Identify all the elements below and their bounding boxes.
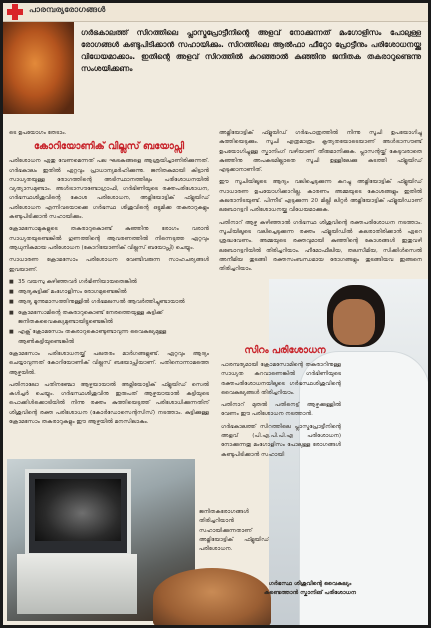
conditions-list: [9, 278, 209, 347]
left-paragraph-4: ക്രോമസോം പരിശോധനയ്ക്ക് പലതരം മാർഗങ്ങളുണ്ട്. ഏറ്റവും ആദ്യം ചെയ്യാവുന്നത് കോറിയോണിക് വില്ലസ് ബയോപ്സിയാണ്. പതിനൊന്നാമത്തെ ആഴ്ചയിൽ.: [9, 350, 209, 376]
left-paragraph-2: ക്രോമസോമുകളുടെ തകരാറുകൊണ്ട് കുഞ്ഞിനു രോഗം വരാൻ സാധ്യതയുണ്ടെങ്കിൽ ഗുണത്തിന്റെ ആവരണത്തിൽ നിന്നെടുത്ത ഏറ്റവും ആധുനികമായ പരിശോധന (കോറിയോണിക് വില്ലസ് ബയോപ്സി) ചെയ്യും.: [9, 226, 209, 251]
list-item: ■ ആദ്യ മൂന്നുമാസത്തിനുള്ളിൽ ഗർഭമലസൽ ആവർത്തിച്ചുണ്ടായാൽ: [9, 298, 209, 307]
serum-paragraph-2: പതിനാറ് മുതൽ പതിനെട്ട് ആഴ്ചക്കുള്ളിൽ വേണം ഈ പരിശോധന നടത്താൻ.: [221, 402, 341, 418]
left-paragraph-6: ജനിതകരോഗങ്ങൾ തിരിച്ചറിയാൻ സഹായിക്കുന്നതാണ് അമ്നിയോട്ടിക് ഫ്ളൂയിഡ് പരിശോധന.: [199, 509, 269, 553]
section-header: [3, 3, 428, 22]
list-item: ■ എക്സ് ക്രോമസോം തകരാറുകൊണ്ടുണ്ടാവുന്ന വൈകല്യമുള്ള ആൺകുട്ടിയുണ്ടെങ്കിൽ: [9, 328, 209, 347]
magazine-page: [3, 3, 428, 625]
fetus-photo: [3, 22, 74, 114]
ultrasound-monitor: [25, 469, 131, 557]
left-paragraph-3: സാധാരണ ക്രോമസോം പരിശോധന വേണ്ടിവരുന്ന സാഹചര്യങ്ങൾ ഇവയാണ്.: [9, 257, 209, 273]
left-lead: ടെ ഉപയോഗം തേടാം.: [9, 130, 67, 136]
left-paragraph-1: പരിശോധന ഏതു വേണമെന്നത് പല ഘടകങ്ങളെ ആശ്രയിച്ചാണിരിക്കുന്നത്. ഗർഭകാലം ഇതിൽ ഏറ്റവും പ്രാധാന്യമർഹിക്കുന്നു. ജനിതകമായി കിട്ടാൻ സാധ്യതയുള്ള രോഗത്തിന്റെ അടിസ്ഥാനത്തിലും പരിശോധനയിൽ വ്യത്യാസമുണ്ടാം. അൾട്രാസൗണ്ടോഗ്രാഫി, ഗർഭിണിയുടെ രക്തപരിശോധന, ഗർഭസ്ഥശിശുവിന്റെ കോശ പരിശോധന, അമ്നിയോട്ടിക് ഫ്ളൂയിഡ് പരിശോധന എന്നിവയൊക്കെ ഗർഭസ്ഥ ശിശുവിന്റെ ഒട്ടുമിക്ക തകരാറുകളും കണ്ടുപിടിക്കാൻ സഹായിക്കും.: [9, 158, 209, 221]
heading-serum: സിറം പരിശോധന: [244, 345, 326, 356]
ultrasound-machine: [17, 554, 137, 614]
photo-caption: ഗർഭസ്ഥ ശിശുവിന്റെ വൈകല്യം കണ്ടെത്താൻ സ്കാനിങ് പരിശോധന: [263, 581, 357, 596]
left-column: [9, 129, 209, 430]
section-label: പാരമ്പര്യരോഗങ്ങൾ: [29, 5, 106, 14]
intro-paragraph: ഗർഭകാലത്ത് സിറത്തിലെ പ്ലാസ്മപ്രോട്ടീനിന്റെ അളവ് നോക്കുന്നത് മംഗോളിസം പോലുള്ള രോഗങ്ങൾ കണ്ടുപിടിക്കാൻ സഹായിക്കും. സിറത്തിലെ ആൽഫാ ഫീറ്റോ പ്രോട്ടീനും പരിശോധനയ്ക്കു വിധേയമാക്കാം. ഇതിന്റെ അളവ് സിറത്തിൽ കുറഞ്ഞാൽ കുഞ്ഞിനു ജനിതക തകരാറുണ്ടെന്നു സംശയിക്കണം: [81, 28, 421, 73]
list-item: ■ 35 വയസു കഴിഞ്ഞവർ ഗർഭിണിയായതെങ്കിൽ: [9, 278, 209, 287]
right-paragraph-3: പതിനാറ് ആഴ്ച കഴിഞ്ഞാൽ ഗർഭസ്ഥ ശിശുവിന്റെ രക്തപരിശോധന നടത്താം. സൂചിയിലൂടെ വലിച്ചെടുക്കുന്ന രക്തം ഫ്ളൂയിഡിൽ കലരാതിരിക്കാൻ ഏറെ ശ്രദ്ധവേണം. അമ്മയുടെ രക്തവുമായി കുഞ്ഞിന്റെ കോശങ്ങൾ ഇതുവഴി ലബോറട്ടറിയിൽ തിരിച്ചറിയാം. ഹീമോഫീലിയ, തലസീമിയ, സിക്കിൾസെൽ അനീമിയ തുടങ്ങി രക്തസംബന്ധമായ രോഗങ്ങളും തുടങ്ങിയവ ഇങ്ങനെ തിരിച്ചറിയാം.: [219, 219, 422, 273]
doctor-face: [333, 299, 375, 345]
right-paragraph-1: അമ്നിയോട്ടിക് ഫ്ളൂയിഡ് ഗർഭപാത്രത്തിൽ നിന്നു സൂചി ഉപയോഗിച്ചു കുത്തിയെടുക്കും. സൂചി എത്രമാത്രം കൃത്യതയോടെയാണ് അൾട്രാസൗണ്ട് ഉപയോഗിച്ചുള്ള സ്കാനിംഗ് വഴിയാണ് തീരുമാനിക്കുക. പ്ലാസന്റയ്ക്ക് കേടുവരാതെ കുഞ്ഞിനു അപകടമില്ലാതെ സൂചി ഉള്ളിലേക്കു കടത്തി ഫ്ളൂയിഡ് എടുക്കാനാണിത്.: [219, 130, 422, 174]
serum-paragraph-1: പാരമ്പര്യമായി ക്രോമസോമിന്റെ തകരാറിനുള്ള സാധ്യത കുറവാണെങ്കിൽ ഗർഭിണിയുടെ രക്തപരിശോധനയിലൂടെ ഗർഭസ്ഥശിശുവിന്റെ വൈകല്യങ്ങൾ തിരിച്ചറിയാം.: [221, 362, 341, 396]
right-column: [219, 129, 422, 277]
patient-belly: [153, 568, 271, 625]
medical-cross-icon: [7, 4, 23, 20]
right-paragraph-2: ഈ സൂചിയിലൂടെ ആദ്യം വലിച്ചെടുക്കുന്ന കുറച്ചു അമ്നിയോട്ടിക് ഫ്ളൂയിഡ് സാധാരണ ഉപയോഗിക്കാറില്ല. കാരണം അമ്മയുടെ കോശങ്ങളും ഇതിൽ കലരാനിടയുണ്ട്. പിന്നീട് എടുക്കുന്ന 20 മില്ലി ലിറ്റർ അമ്നിയോട്ടിക് ഫ്ളൂയിഡാണ് ലബോറട്ടറി പരിശോധനയ്ക്കു വിധേയമാക്കുക.: [219, 179, 422, 214]
serum-section: [221, 361, 341, 463]
heading-cvs: കോറിയോണിക് വില്ലസ് ബയോപ്സി: [33, 141, 185, 153]
ultrasound-screen: [35, 479, 121, 541]
list-item: ■ ആദ്യകുട്ടിക്ക് മംഗോളിസം രോഗമുണ്ടെങ്കിൽ: [9, 288, 209, 297]
left-continuation: [199, 508, 269, 554]
left-paragraph-5: പതിനാലോ പതിനഞ്ചോ ആഴ്ചയായാൽ അമ്നിയോട്ടിക് ഫ്ളൂയിഡ് സെൽ കൾച്ചർ ചെയ്യും. ഗർഭസ്ഥശിശുവിനു ഇരുപത് ആഴ്ചയായാൽ കുട്ടിയുടെ പൊക്കിൾക്കൊടിയിൽ നിന്നു രക്തം കുത്തിയെടുത്ത് പരിശോധിക്കുന്നതിന് ശിശുവിന്റെ രക്ത പരിശോധന (കോർഡോസെന്റസിസ്) നടത്താം. കുട്ടിക്കുള്ള ക്രോമസോം തകരാറുകളും ഈ ആഴ്ചയിൽ മനസിലാകും.: [9, 381, 209, 426]
serum-paragraph-3: ഗർഭകാലത്ത് സിറത്തിലെ പ്ലാസ്മപ്രോട്ടീനിന്റെ അളവ് (പി.എ.പി.പി.എ പരിശോധന) നോക്കുന്നതു മംഗോളിസം പോലുള്ള രോഗങ്ങൾ കണ്ടുപിടിക്കാൻ സഹായി: [221, 423, 341, 458]
list-item: ■ ക്രോമസോമിന്റെ തകരാറുകൊണ്ട് നേരത്തെയുള്ള കുട്ടിക്ക് ജനിതകവൈകല്യമുണ്ടായിട്ടുണ്ടെങ്കിൽ: [9, 309, 209, 328]
